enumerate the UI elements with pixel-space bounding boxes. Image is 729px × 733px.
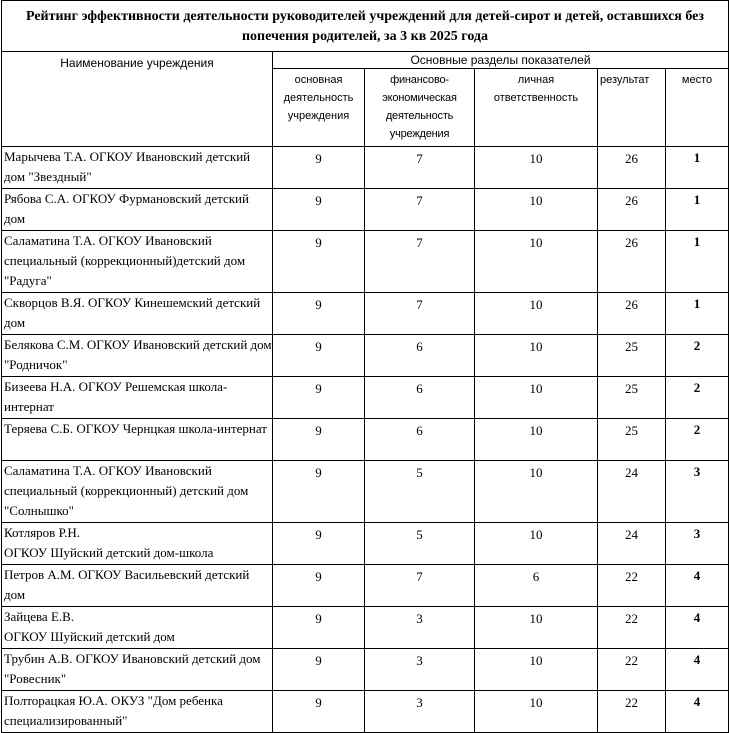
table-body	[2, 1, 729, 733]
personal-cell: 10	[475, 691, 598, 733]
result-cell: 22	[598, 649, 666, 691]
institution-name-cell: Бизеева Н.А. ОГКОУ Решемская школа-интернат	[2, 377, 273, 419]
institution-name-cell: Саламатина Т.А. ОГКОУ Ивановский специальный (коррекционный) детский дом "Солнышко"	[2, 461, 273, 523]
table-row	[2, 691, 729, 733]
place-cell: 1	[666, 293, 729, 335]
place-cell: 3	[666, 523, 729, 565]
main-activity-cell: 9	[273, 189, 365, 231]
result-cell: 24	[598, 461, 666, 523]
place-cell: 4	[666, 565, 729, 607]
institution-name-cell: Марычева Т.А. ОГКОУ Ивановский детский дом "Звездный"	[2, 147, 273, 189]
main-activity-cell: 9	[273, 231, 365, 293]
main-activity-cell: 9	[273, 607, 365, 649]
header-indicator-group: Основные разделы показателей	[273, 52, 729, 69]
financial-cell: 7	[365, 293, 475, 335]
main-activity-cell: 9	[273, 649, 365, 691]
result-cell: 25	[598, 419, 666, 461]
financial-cell: 7	[365, 147, 475, 189]
personal-cell: 10	[475, 147, 598, 189]
personal-cell: 10	[475, 523, 598, 565]
place-cell: 1	[666, 147, 729, 189]
result-cell: 24	[598, 523, 666, 565]
personal-cell: 10	[475, 377, 598, 419]
main-activity-cell: 9	[273, 565, 365, 607]
financial-cell: 6	[365, 335, 475, 377]
table-row	[2, 523, 729, 565]
financial-cell: 3	[365, 691, 475, 733]
institution-name-cell: Зайцева Е.В. ОГКОУ Шуйский детский дом	[2, 607, 273, 649]
place-cell: 2	[666, 335, 729, 377]
place-cell: 4	[666, 649, 729, 691]
institution-name-cell: Белякова С.М. ОГКОУ Ивановский детский дом "Родничок"	[2, 335, 273, 377]
institution-name-cell: Петров А.М. ОГКОУ Васильевский детский дом	[2, 565, 273, 607]
institution-name-cell: Саламатина Т.А. ОГКОУ Ивановский специальный (коррекционный)детский дом "Радуга"	[2, 231, 273, 293]
main-activity-cell: 9	[273, 419, 365, 461]
table-row	[2, 565, 729, 607]
institution-name-cell: Скворцов В.Я. ОГКОУ Кинешемский детский дом	[2, 293, 273, 335]
header-financial-activity: финансово-экономическая деятельность учреждения	[365, 69, 475, 147]
main-activity-cell: 9	[273, 293, 365, 335]
table-row	[2, 231, 729, 293]
page-title: Рейтинг эффективности деятельности руководителей учреждений для детей-сирот и детей, оставшихся без попечения родителей, за 3 кв 2025 года	[2, 1, 729, 52]
institution-name-cell: Котляров Р.Н. ОГКОУ Шуйский детский дом-школа	[2, 523, 273, 565]
personal-cell: 10	[475, 419, 598, 461]
main-activity-cell: 9	[273, 147, 365, 189]
table-row	[2, 377, 729, 419]
result-cell: 26	[598, 231, 666, 293]
table-row	[2, 189, 729, 231]
result-cell: 26	[598, 189, 666, 231]
financial-cell: 3	[365, 607, 475, 649]
institution-name-cell: Рябова С.А. ОГКОУ Фурмановский детский дом	[2, 189, 273, 231]
financial-cell: 5	[365, 461, 475, 523]
place-cell: 1	[666, 189, 729, 231]
personal-cell: 10	[475, 461, 598, 523]
header-place: место	[666, 69, 729, 147]
main-activity-cell: 9	[273, 523, 365, 565]
place-cell: 3	[666, 461, 729, 523]
place-cell: 1	[666, 231, 729, 293]
institution-name-cell: Трубин А.В. ОГКОУ Ивановский детский дом "Ровесник"	[2, 649, 273, 691]
personal-cell: 10	[475, 189, 598, 231]
header-institution-name: Наименование учреждения	[2, 52, 273, 147]
financial-cell: 6	[365, 377, 475, 419]
table-row	[2, 461, 729, 523]
financial-cell: 7	[365, 189, 475, 231]
institution-name-cell: Теряева С.Б. ОГКОУ Чернцкая школа-интернат	[2, 419, 273, 461]
table-row	[2, 419, 729, 461]
main-activity-cell: 9	[273, 377, 365, 419]
institution-name-cell: Полторацкая Ю.А. ОКУЗ "Дом ребенка специализированный"	[2, 691, 273, 733]
financial-cell: 5	[365, 523, 475, 565]
financial-cell: 3	[365, 649, 475, 691]
header-result: результат	[598, 69, 666, 147]
result-cell: 25	[598, 335, 666, 377]
table-row	[2, 293, 729, 335]
table-row	[2, 335, 729, 377]
personal-cell: 10	[475, 231, 598, 293]
personal-cell: 10	[475, 649, 598, 691]
place-cell: 4	[666, 607, 729, 649]
main-activity-cell: 9	[273, 461, 365, 523]
place-cell: 2	[666, 377, 729, 419]
result-cell: 26	[598, 147, 666, 189]
financial-cell: 6	[365, 419, 475, 461]
table-row	[2, 649, 729, 691]
personal-cell: 10	[475, 335, 598, 377]
place-cell: 2	[666, 419, 729, 461]
financial-cell: 7	[365, 231, 475, 293]
header-personal-responsibility: личная ответственность	[475, 69, 598, 147]
result-cell: 22	[598, 691, 666, 733]
financial-cell: 7	[365, 565, 475, 607]
main-activity-cell: 9	[273, 335, 365, 377]
personal-cell: 10	[475, 607, 598, 649]
personal-cell: 6	[475, 565, 598, 607]
rating-table	[1, 0, 729, 733]
result-cell: 26	[598, 293, 666, 335]
result-cell: 22	[598, 565, 666, 607]
table-row	[2, 147, 729, 189]
personal-cell: 10	[475, 293, 598, 335]
main-activity-cell: 9	[273, 691, 365, 733]
place-cell: 4	[666, 691, 729, 733]
header-main-activity: основная деятельность учреждения	[273, 69, 365, 147]
result-cell: 25	[598, 377, 666, 419]
table-row	[2, 607, 729, 649]
result-cell: 22	[598, 607, 666, 649]
